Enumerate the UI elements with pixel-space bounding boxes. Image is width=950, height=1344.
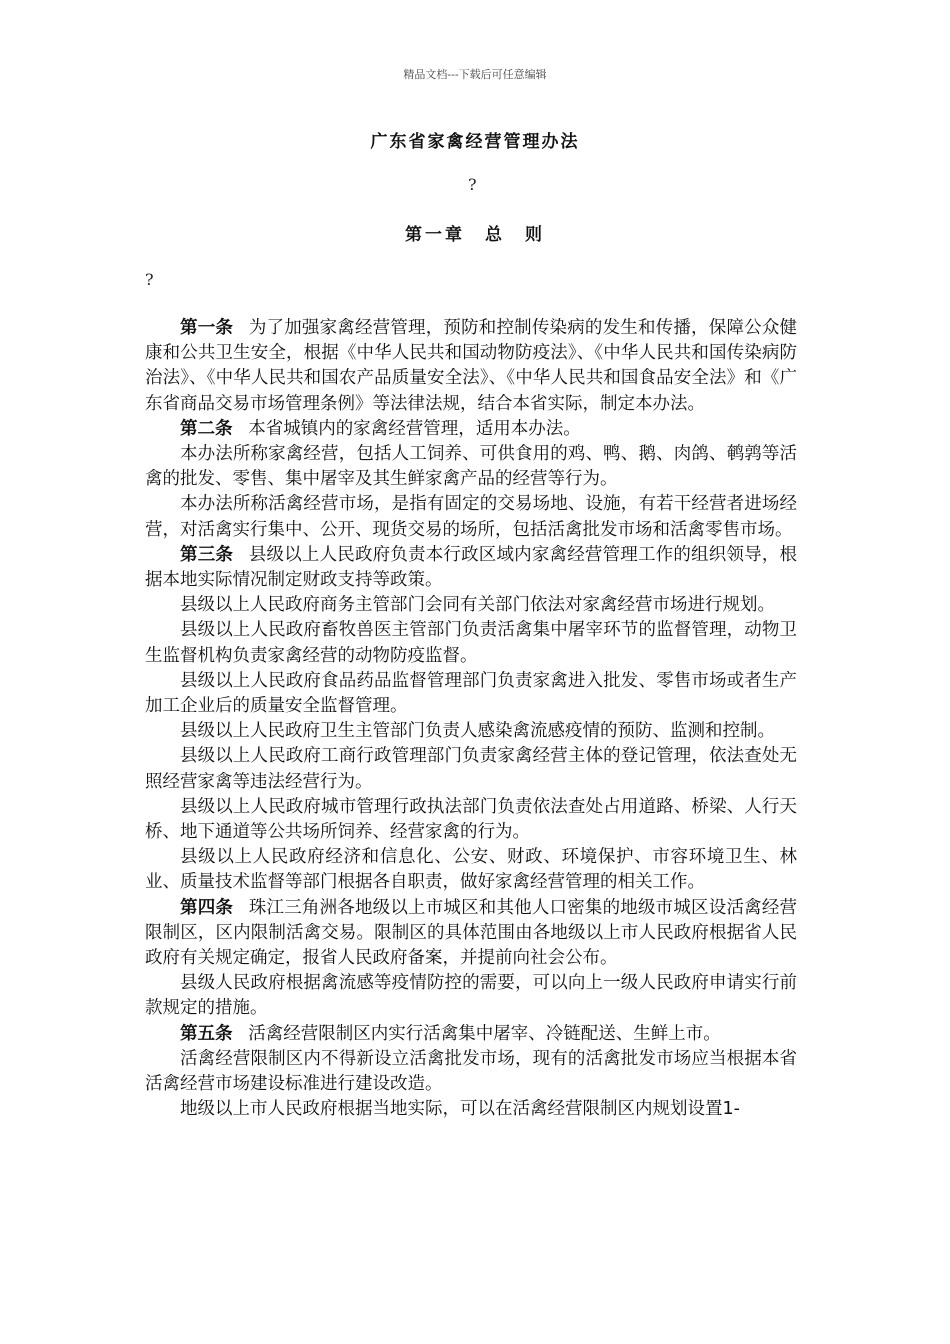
paragraph-text: 县级以上人民政府城市管理行政执法部门负责依法查处占用道路、桥梁、人行天桥、地下通道等公共场所饲养、经营家禽的行为。 [145,796,797,843]
paragraph-text: 活禽经营限制区内不得新设立活禽批发市场，现有的活禽批发市场应当根据本省活禽经营市场建设标准进行建设改造。 [145,1048,797,1095]
paragraph [145,543,797,593]
paragraph [145,719,797,744]
article-number: 第一条 [180,318,234,338]
paragraph-text: 活禽经营限制区内实行活禽集中屠宰、冷链配送、生鲜上市。 [248,1023,721,1044]
header-note: 精品文档---下载后可任意编辑 [403,68,547,81]
article-number: 第四条 [180,897,234,918]
paragraph [145,1022,797,1047]
paragraph-text: 县级以上人民政府经济和信息化、公安、财政、环境保护、市容环境卫生、林业、质量技术监督等部门根据各自职责，做好家禽经营管理的相关工作。 [145,847,797,893]
article-number: 第五条 [180,1023,233,1044]
paragraph-text: 珠江三角洲各地级以上市城区和其他人口密集的地级市城区设活禽经营限制区，区内限制活禽交易。限制区的具体范围由各地级以上市人民政府根据省人民政府有关规定确定，报省人民政府备案，并提前向社会公布。 [145,897,798,969]
paragraph-text: 县级以上人民政府食品药品监督管理部门负责家禽进入批发、零售市场或者生产加工企业后的质量安全监督管理。 [145,670,797,717]
question-mark: ? [468,175,477,194]
chapter-title: 第一章 总 则 [405,225,545,245]
paragraph [145,442,797,492]
paragraph [145,1097,797,1122]
article-number: 第三条 [180,544,234,565]
paragraph [145,618,797,668]
document-body [145,316,797,1123]
paragraph-text: 县级以上人民政府畜牧兽医主管部门负责活禽集中屠宰环节的监督管理，动物卫生监督机构负责家禽经营的动物防疫监督。 [145,620,797,666]
paragraph-text: 县级以上人民政府负责本行政区域内家禽经营管理工作的组织领导，根据本地实际情况制定财政支持等政策。 [145,544,798,591]
paragraph-text: 县级以上人民政府卫生主管部门负责人感染禽流感疫情的预防、监测和控制。 [180,721,775,742]
paragraph-text: 县级以上人民政府工商行政管理部门负责家禽经营主体的登记管理，依法查处无照经营家禽等违法经营行为。 [145,746,797,792]
paragraph-text: 为了加强家禽经营管理，预防和控制传染病的发生和传播，保障公众健康和公共卫生安全，根据《中华人民共和国动物防疫法》、《中华人民共和国传染病防治法》、《中华人民共和国农产品质量安全法》、《中华人民共和国食品安全法》和《广东省商品交易市场管理条例》等法律法规，结合本省实际，制定本办法。 [145,318,798,414]
paragraph-text: 本办法所称活禽经营市场，是指有固定的交易场地、设施，有若干经营者进场经营，对活禽实行集中、公开、现货交易的场所，包括活禽批发市场和活禽零售市场。 [145,494,797,540]
paragraph [145,316,797,417]
paragraph [145,744,797,794]
paragraph-text: 本省城镇内的家禽经营管理，适用本办法。 [248,418,581,439]
question-mark: ? [145,270,154,289]
paragraph-text: 本办法所称家禽经营，包括人工饲养、可供食用的鸡、鸭、鹅、肉鸽、鹌鹑等活禽的批发、零售、集中屠宰及其生鲜家禽产品的经营等行为。 [145,444,797,490]
paragraph-text: 地级以上市人民政府根据当地实际，可以在活禽经营限制区内规划设置1- [180,1099,740,1120]
document-title: 广东省家禽经营管理办法 [370,132,580,152]
paragraph [145,896,797,972]
paragraph-text: 县级以上人民政府商务主管部门会同有关部门依法对家禽经营市场进行规划。 [180,595,775,616]
paragraph [145,845,797,895]
paragraph [145,492,797,542]
article-number: 第二条 [180,418,233,439]
paragraph [145,971,797,1021]
paragraph-text: 县级人民政府根据禽流感等疫情防控的需要，可以向上一级人民政府申请实行前款规定的措施。 [145,973,797,1019]
paragraph [145,669,797,719]
paragraph [145,593,797,618]
paragraph [145,417,797,442]
paragraph [145,795,797,845]
paragraph [145,1047,797,1097]
